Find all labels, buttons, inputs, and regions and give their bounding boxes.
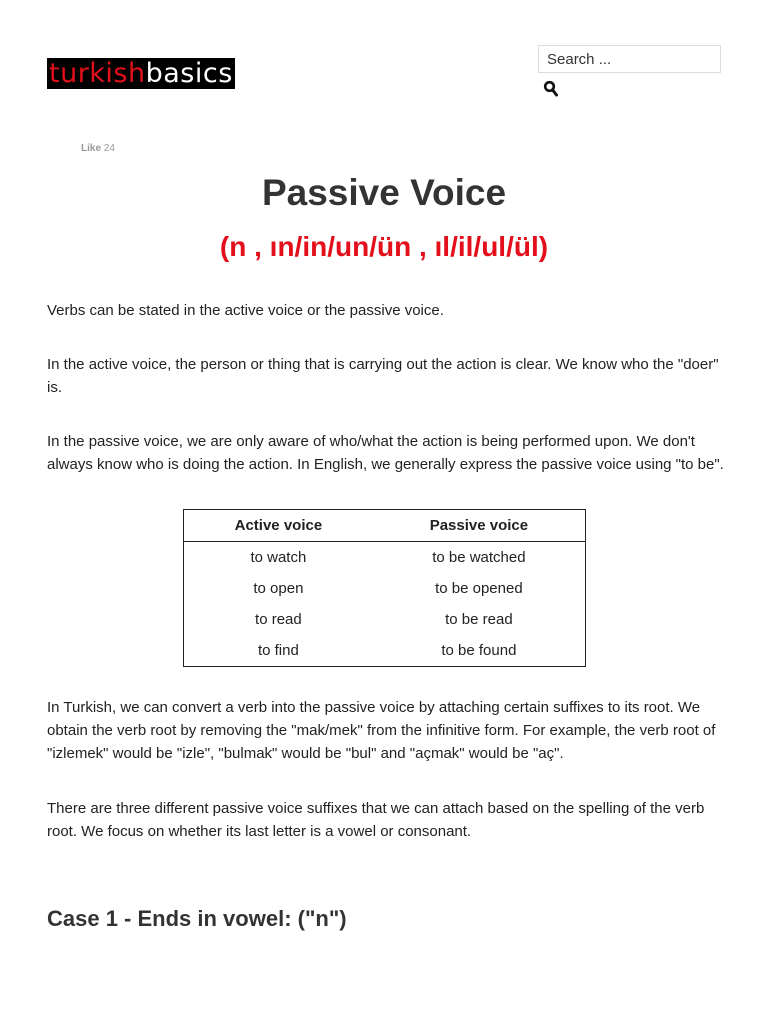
table-cell-passive: to be opened [435, 580, 523, 597]
section-heading-case-1: Case 1 - Ends in vowel: ("n") [47, 906, 347, 931]
table-cell-active: to open [253, 580, 304, 597]
like-widget[interactable] [81, 143, 115, 154]
search-input[interactable] [538, 45, 721, 73]
logo-text-basics: basics [145, 58, 233, 89]
table-cell-passive: to be read [445, 611, 513, 628]
table-row [184, 573, 586, 604]
paragraph-passive-voice: In the passive voice, we are only aware of who/what the action is being performed upon. We don't always know who is doing the action. In English, we generally express the passive voice using "to be". [47, 433, 724, 473]
table-cell-active: to watch [250, 549, 307, 566]
table-cell-passive: to be watched [432, 549, 526, 566]
site-logo[interactable] [47, 58, 235, 89]
table-cell-active: to read [255, 611, 302, 628]
table-cell-passive: to be found [441, 642, 517, 659]
table-cell-active: to find [257, 642, 299, 659]
page-title: Passive Voice [261, 172, 507, 213]
column-header-passive: Passive voice [373, 510, 586, 542]
voice-comparison-table [183, 509, 586, 667]
paragraph-active-voice: In the active voice, the person or thing that is carrying out the action is clear. We know who the "doer" is. [47, 356, 719, 396]
paragraph-turkish-suffixes: In Turkish, we can convert a verb into the passive voice by attaching certain suffixes to its root. We obtain the verb root by removing the "mak/mek" from the infinitive form. For example, the verb root of "izlemek" would be "izle", "bulmak" would be "bul" and "açmak" would be "aç". [47, 699, 716, 762]
table-header-row [184, 510, 586, 542]
paragraph-intro: Verbs can be stated in the active voice or the passive voice. [47, 302, 444, 319]
like-button-label: Like [81, 143, 102, 154]
column-header-active: Active voice [184, 510, 373, 542]
paragraph-three-suffixes: There are three different passive voice suffixes that we can attach based on the spelling of the verb root. We focus on whether its last letter is a vowel or consonant. [47, 800, 705, 840]
search-icon[interactable] [543, 80, 559, 97]
page-subtitle: (n , ın/in/un/ün , ıl/il/ul/ül) [219, 231, 549, 262]
table-row [184, 542, 586, 574]
logo-text-turkish: turkish [49, 58, 146, 89]
like-count: 24 [103, 143, 115, 154]
table-row [184, 635, 586, 667]
table-row [184, 604, 586, 635]
